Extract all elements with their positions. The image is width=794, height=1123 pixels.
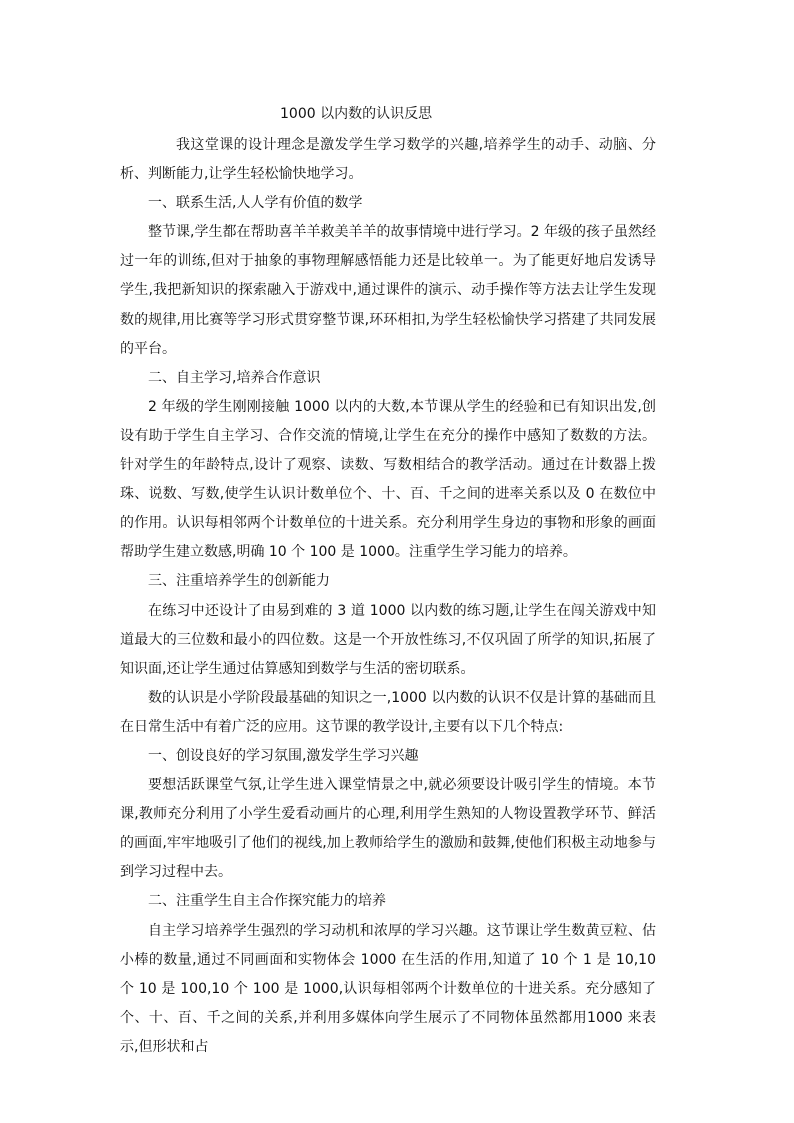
document-body — [120, 131, 656, 1062]
section-heading-3: 三、注重培养学生的创新能力 — [148, 573, 330, 590]
section-heading-4: 一、创设良好的学习氛围,激发学生学习兴趣 — [148, 747, 419, 764]
paragraph-1: 整节课,学生都在帮助喜羊羊救美羊羊的故事情境中进行学习。2 年级的孩子虽然经过一年的训练,但对于抽象的事物理解感悟能力还是比较单一。为了能更好地启发诱导学生,我把新知识的探索融入于游戏中,通过课件的演示、动手操作等方法去让学生发现数的规律,用比赛等学习形式贯穿整节课,环环相扣,为学生轻松愉快学习搭建了共同发展的平台。 — [120, 224, 656, 357]
document-title: 1000 以内数的认识反思 — [280, 106, 433, 122]
paragraph-6: 自主学习培养学生强烈的学习动机和浓厚的学习兴趣。这节课让学生数黄豆粒、估小棒的数量,通过不同画面和实物体会 1000 在生活的作用,知道了 10 个 1 是 10,10 个 10 是 100,10 个 100 是 1000,认识每相邻两个计数单位的十进关系。充分感知了个、十、百、千之间的关系,并利用多媒体向学生展示了不同物体虽然都用1000 来表示,但形状和占 — [120, 922, 656, 1055]
paragraph-2: 2 年级的学生刚刚接触 1000 以内的大数,本节课从学生的经验和已有知识出发,创设有助于学生自主学习、合作交流的情境,让学生在充分的操作中感知了数数的方法。针对学生的年龄特点,设计了观察、读数、写数相结合的教学活动。通过在计数器上拨珠、说数、写数,使学生认识计数单位个、十、百、千之间的进率关系以及 0 在数位中的作用。认识每相邻两个计数单位的十进关系。充分利用学生身边的事物和形象的画面帮助学生建立数感,明确 10 个 100 是 1000。注重学生学习能力的培养。 — [120, 398, 656, 561]
paragraph-3: 在练习中还设计了由易到难的 3 道 1000 以内数的练习题,让学生在闯关游戏中知道最大的三位数和最小的四位数。这是一个开放性练习,不仅巩固了所学的知识,拓展了知识面,还让学生通过估算感知到数学与生活的密切联系。 — [120, 602, 656, 677]
section-heading-2: 二、自主学习,培养合作意识 — [148, 369, 321, 386]
section-heading-5: 二、注重学生自主合作探究能力的培养 — [148, 893, 386, 910]
paragraph-4: 数的认识是小学阶段最基础的知识之一,1000 以内数的认识不仅是计算的基础而且在日常生活中有着广泛的应用。这节课的教学设计,主要有以下几个特点: — [120, 689, 656, 735]
paragraph-intro: 我这堂课的设计理念是激发学生学习数学的兴趣,培养学生的动手、动脑、分析、判断能力,让学生轻松愉快地学习。 — [120, 137, 656, 183]
paragraph-5: 要想活跃课堂气氛,让学生进入课堂情景之中,就必须要设计吸引学生的情境。本节课,教师充分利用了小学生爱看动画片的心理,利用学生熟知的人物设置教学环节、鲜活的画面,牢牢地吸引了他们的视线,加上教师给学生的激励和鼓舞,使他们积极主动地参与到学习过程中去。 — [120, 777, 656, 881]
section-heading-1: 一、联系生活,人人学有价值的数学 — [148, 195, 363, 212]
